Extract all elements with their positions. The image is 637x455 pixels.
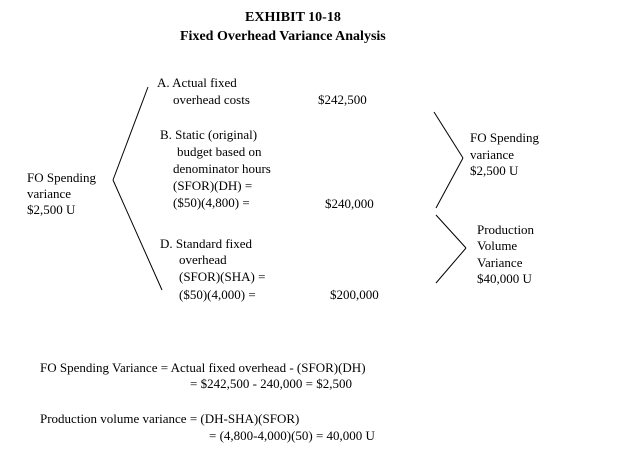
item-d-amount: $200,000 — [330, 287, 379, 302]
right-bracket-bottom-upper — [436, 215, 466, 248]
exhibit-title: EXHIBIT 10-18 — [245, 10, 341, 25]
left-bracket-lower — [113, 180, 162, 290]
item-b-line1: B. Static (original) — [160, 127, 258, 142]
left-label-line1: FO Spending — [27, 170, 96, 185]
item-b-line2: budget based on — [177, 144, 262, 159]
left-bracket-upper — [113, 87, 148, 180]
formula-volume-line1: Production volume variance = (DH-SHA)(SFOR) — [40, 411, 300, 426]
formula-spending-line2: = $242,500 - 240,000 = $2,500 — [190, 376, 352, 391]
left-label-line3: $2,500 U — [27, 202, 76, 217]
right-bracket-bottom-lower — [436, 248, 466, 283]
right-volume-line4: $40,000 U — [477, 271, 532, 286]
right-volume-line1: Production — [477, 222, 535, 237]
left-label-line2: variance — [27, 186, 72, 201]
right-spending-line1: FO Spending — [470, 130, 539, 145]
item-d-line4: ($50)(4,000) = — [179, 287, 256, 302]
right-volume-line2: Volume — [477, 238, 518, 253]
item-b-amount: $240,000 — [325, 196, 374, 211]
right-bracket-top-lower — [436, 158, 463, 208]
item-b-line4: (SFOR)(DH) = — [173, 178, 253, 193]
item-b-line3: denominator hours — [173, 161, 271, 176]
formula-volume-line2: = (4,800-4,000)(50) = 40,000 U — [209, 428, 375, 443]
item-b-line5: ($50)(4,800) = — [173, 195, 250, 210]
right-spending-line2: variance — [470, 147, 515, 162]
right-bracket-top-upper — [434, 112, 463, 158]
formula-spending-line1: FO Spending Variance = Actual fixed overhead - (SFOR)(DH) — [40, 360, 366, 375]
item-a-line1: A. Actual fixed — [157, 75, 237, 90]
exhibit-subtitle: Fixed Overhead Variance Analysis — [180, 29, 386, 44]
right-spending-line3: $2,500 U — [470, 163, 519, 178]
item-d-line2: overhead — [179, 252, 227, 267]
item-a-line2: overhead costs — [173, 92, 250, 107]
item-a-amount: $242,500 — [318, 92, 367, 107]
item-d-line3: (SFOR)(SHA) = — [179, 269, 266, 284]
item-d-line1: D. Standard fixed — [160, 236, 253, 251]
right-volume-line3: Variance — [477, 255, 523, 270]
